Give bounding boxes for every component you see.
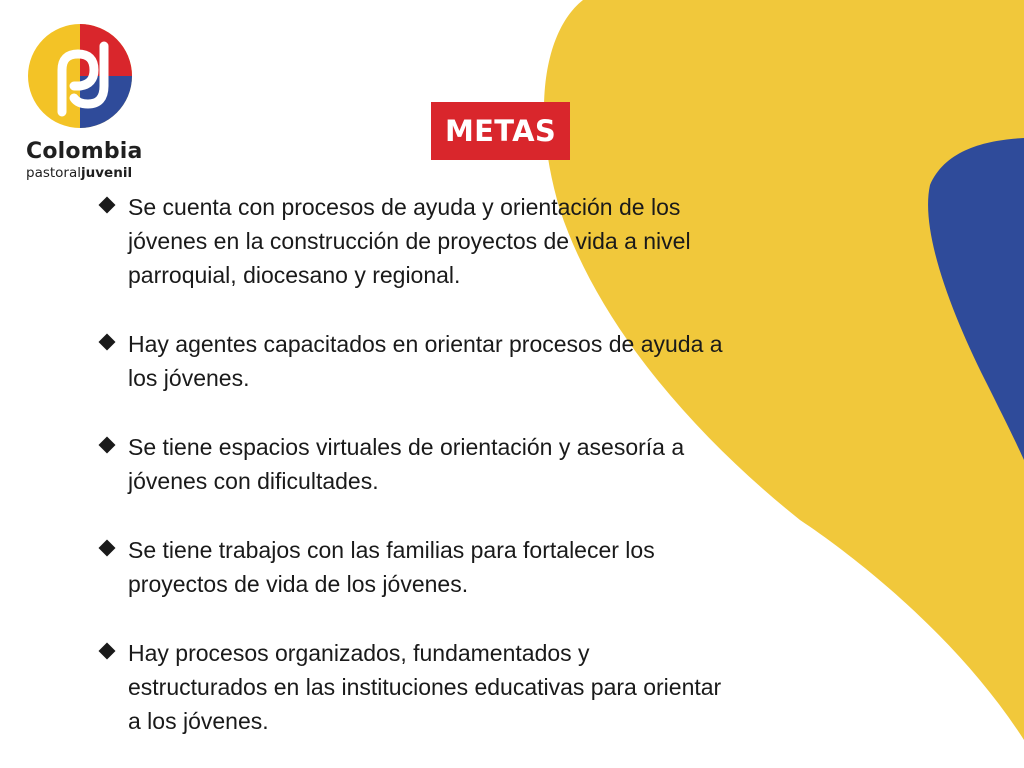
list-item-text: Se tiene espacios virtuales de orientación y asesoría a jóvenes con dificultades. bbox=[128, 434, 685, 494]
logo-emblem-icon bbox=[22, 24, 142, 144]
list-item-text: Hay agentes capacitados en orientar procesos de ayuda a los jóvenes. bbox=[128, 331, 723, 391]
list-item bbox=[98, 636, 898, 738]
diamond-bullet-icon bbox=[99, 437, 116, 454]
goals-list bbox=[98, 190, 898, 738]
list-item bbox=[98, 190, 898, 292]
list-item-text: Hay procesos organizados, fundamentados y estructurados en las instituciones educativas para orientar a los jóvenes. bbox=[128, 640, 722, 734]
logo-tagline bbox=[26, 167, 132, 181]
pastoral-juvenil-logo bbox=[22, 24, 142, 184]
page-title: METAS bbox=[444, 114, 557, 148]
list-item bbox=[98, 533, 898, 601]
diamond-bullet-icon bbox=[99, 643, 116, 660]
logo-wordmark: Colombia bbox=[26, 139, 143, 164]
list-item-text: Se cuenta con procesos de ayuda y orientación de los jóvenes en la construcción de proyectos de vida a nivel parroquial, diocesano y regional. bbox=[128, 194, 691, 288]
list-item bbox=[98, 327, 898, 395]
list-item-text: Se tiene trabajos con las familias para fortalecer los proyectos de vida de los jóvenes. bbox=[128, 537, 655, 597]
title-banner bbox=[431, 102, 570, 160]
logo-tagline-bold: juvenil bbox=[81, 165, 133, 181]
diamond-bullet-icon bbox=[99, 540, 116, 557]
diamond-bullet-icon bbox=[99, 334, 116, 351]
diamond-bullet-icon bbox=[99, 197, 116, 214]
list-item bbox=[98, 430, 898, 498]
logo-tagline-regular: pastoral bbox=[26, 165, 82, 181]
